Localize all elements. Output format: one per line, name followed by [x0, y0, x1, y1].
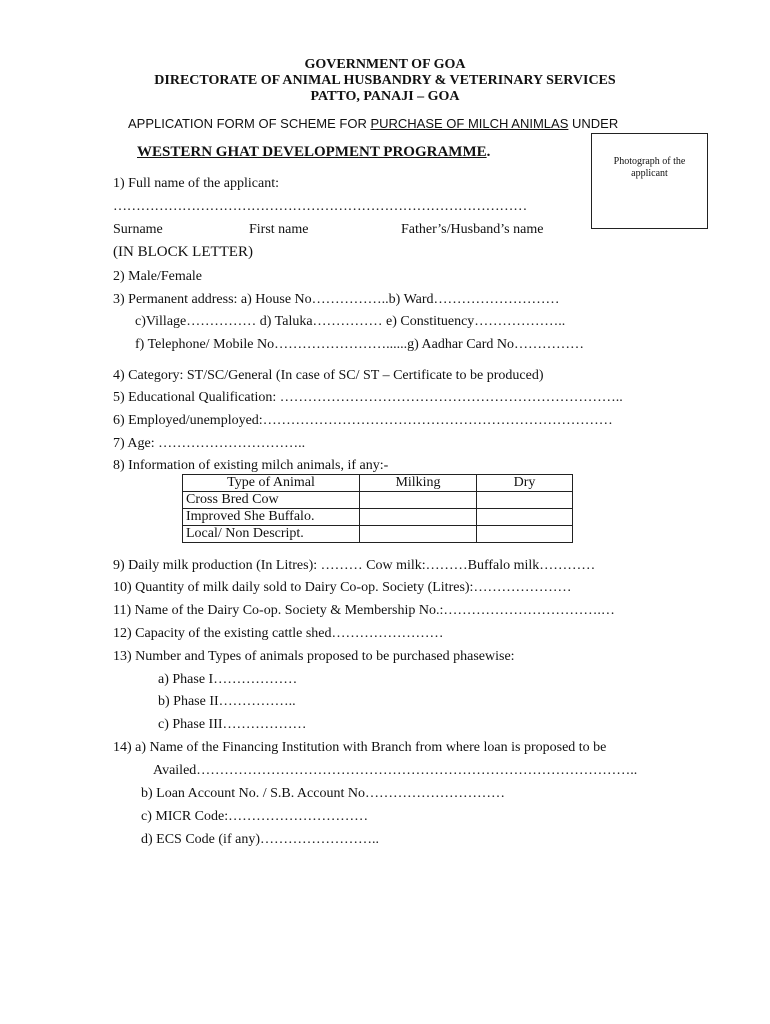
field-milk-sold: 10) Quantity of milk daily sold to Dairy Co-op. Society (Litres):………………… — [113, 580, 572, 595]
field-micr-code: c) MICR Code:………………………… — [141, 809, 369, 824]
field-education: 5) Educational Qualification: ……………………………………………………………….. — [113, 390, 623, 405]
form-title-underlined: PURCHASE OF MILCH ANIMLAS — [370, 116, 569, 131]
field-availed: Availed………………………………………………………………………………….. — [153, 763, 638, 778]
field-phase-3: c) Phase III……………… — [158, 717, 307, 732]
field-telephone-aadhar: f) Telephone/ Mobile No……………………......g) Aadhar Card No…………… — [135, 337, 585, 352]
label-first-name: First name — [249, 222, 309, 237]
field-permanent-address: 3) Permanent address: a) House No……………..b) Ward……………………… — [113, 292, 560, 307]
animals-table — [182, 474, 573, 543]
header-address: PATTO, PANAJI – GOA — [310, 89, 460, 104]
field-financing-institution: 14) a) Name of the Financing Institution with Branch from where loan is proposed to be — [113, 740, 607, 755]
field-existing-animals: 8) Information of existing milch animals, if any:- — [113, 458, 389, 473]
field-full-name: 1) Full name of the applicant: — [113, 176, 280, 191]
field-village-taluka: c)Village…………… d) Taluka…………… e) Constituency……………….. — [135, 314, 566, 329]
field-proposed-animals: 13) Number and Types of animals proposed to be purchased phasewise: — [113, 649, 515, 664]
field-ecs-code: d) ECS Code (if any)…………………….. — [141, 832, 379, 847]
photo-label: Photograph of the applicant — [613, 156, 686, 179]
programme-name: WESTERN GHAT DEVELOPMENT PROGRAMME — [137, 144, 487, 160]
table-cell[interactable] — [477, 509, 573, 526]
field-age: 7) Age: ………………………….. — [113, 436, 306, 451]
photo-box — [591, 133, 708, 229]
header-dry: Dry — [477, 475, 573, 492]
field-daily-milk: 9) Daily milk production (In Litres): ……… Cow milk:………Buffalo milk………… — [113, 558, 596, 573]
field-cattle-shed: 12) Capacity of the existing cattle shed…………………… — [113, 626, 444, 641]
header-milking: Milking — [360, 475, 477, 492]
field-loan-account: b) Loan Account No. / S.B. Account No………………………… — [141, 786, 505, 801]
table-cell: Improved She Buffalo. — [183, 509, 360, 526]
table-row — [183, 492, 573, 509]
field-phase-1: a) Phase I……………… — [158, 672, 298, 687]
header-type: Type of Animal — [183, 475, 360, 492]
field-dairy-society: 11) Name of the Dairy Co-op. Society & Membership No.:…………………………….… — [113, 603, 615, 618]
label-father-name: Father’s/Husband’s name — [401, 222, 544, 237]
field-gender: 2) Male/Female — [113, 269, 203, 284]
form-title-suffix: UNDER — [568, 116, 619, 131]
table-cell: Cross Bred Cow — [183, 492, 360, 509]
form-title-prefix: APPLICATION FORM OF SCHEME FOR — [128, 116, 371, 131]
full-name-dots: ……………………………………………………………………………… — [113, 199, 528, 214]
table-cell[interactable] — [360, 509, 477, 526]
field-employment: 6) Employed/unemployed:………………………………………………………………… — [113, 413, 613, 428]
table-row — [183, 526, 573, 543]
table-cell[interactable] — [360, 526, 477, 543]
field-phase-2: b) Phase II…………….. — [158, 694, 296, 709]
label-surname: Surname — [113, 222, 163, 237]
field-category: 4) Category: ST/SC/General (In case of SC/ ST – Certificate to be produced) — [113, 368, 544, 383]
programme-title — [137, 144, 490, 161]
table-cell[interactable] — [477, 492, 573, 509]
programme-dot: . — [486, 144, 491, 160]
header-government: GOVERNMENT OF GOA — [304, 57, 466, 72]
block-letter-note: (IN BLOCK LETTER) — [113, 244, 253, 260]
table-cell[interactable] — [477, 526, 573, 543]
table-cell[interactable] — [360, 492, 477, 509]
form-title — [128, 116, 618, 131]
header-directorate: DIRECTORATE OF ANIMAL HUSBANDRY & VETERINARY SERVICES — [154, 73, 616, 88]
table-header-row — [183, 475, 573, 492]
table-row — [183, 509, 573, 526]
table-cell: Local/ Non Descript. — [183, 526, 360, 543]
